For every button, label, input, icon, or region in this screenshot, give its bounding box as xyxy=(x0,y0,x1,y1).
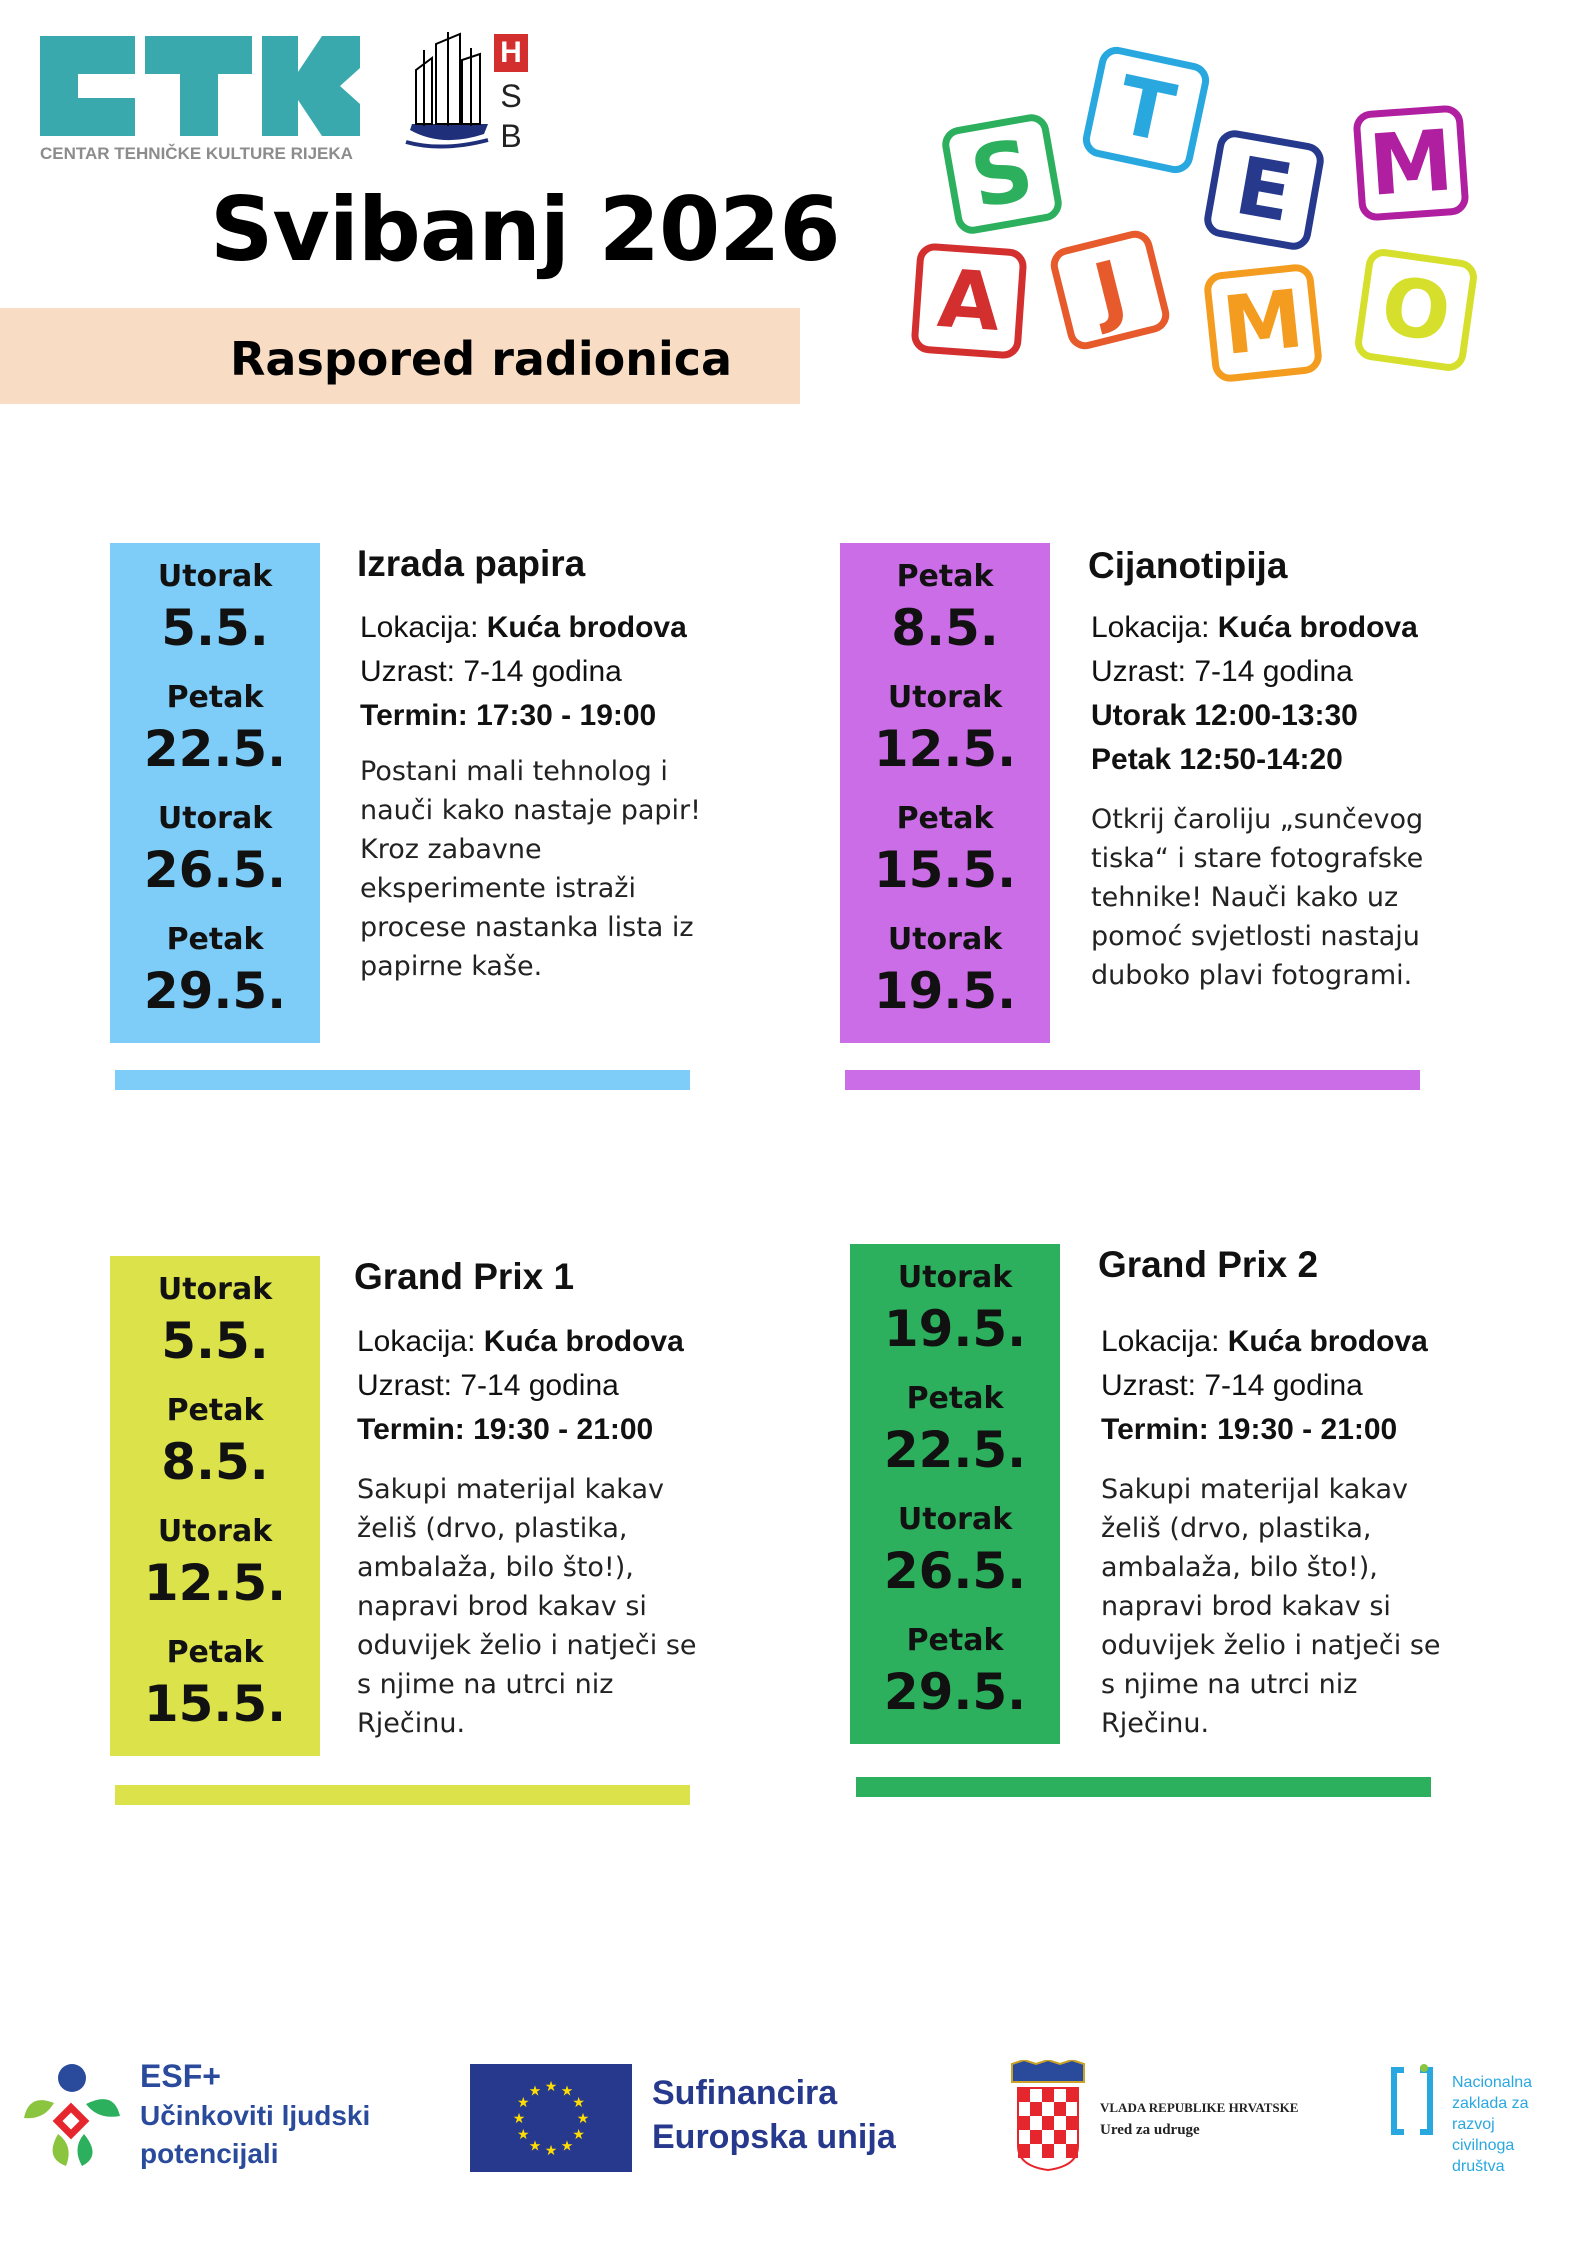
description-line: Rječinu. xyxy=(357,1708,466,1739)
description-line: s njime na utrci niz xyxy=(1101,1669,1358,1700)
checker-square xyxy=(1054,2144,1066,2158)
stem-letter-block xyxy=(1203,263,1324,384)
description-line: Kroz zabavne xyxy=(360,834,542,865)
description-line: Sakupi materijal kakav xyxy=(1101,1474,1408,1505)
checker-square xyxy=(1066,2102,1078,2116)
date-value: 26.5. xyxy=(143,841,287,899)
checker-square xyxy=(1030,2144,1042,2158)
checker-square xyxy=(1054,2088,1066,2102)
description-line: Sakupi materijal kakav xyxy=(357,1474,664,1505)
checker-square xyxy=(1042,2102,1054,2116)
nacionalna-zaklada-bracket-icon xyxy=(1390,2064,1434,2138)
checker-square xyxy=(1018,2102,1030,2116)
eu-line-1: Sufinancira xyxy=(652,2074,838,2112)
date-value: 26.5. xyxy=(883,1542,1027,1600)
hsb-logo xyxy=(402,30,532,162)
page-subtitle: Raspored radionica xyxy=(230,332,733,386)
date-value: 12.5. xyxy=(873,720,1017,778)
date-value: 19.5. xyxy=(883,1300,1027,1358)
subtitle-band xyxy=(0,308,800,404)
workshop-info xyxy=(357,1320,684,1452)
checker-square xyxy=(1054,2116,1066,2130)
stem-letter: M xyxy=(1218,272,1308,373)
checker-square xyxy=(1018,2116,1030,2130)
workshop-info xyxy=(360,606,687,738)
description-line: papirne kaše. xyxy=(360,951,543,982)
eu-star-icon: ★ xyxy=(544,2078,558,2094)
eu-star-icon: ★ xyxy=(517,2126,530,2142)
hsb-letter-h: H xyxy=(500,36,522,69)
eu-flag-icon xyxy=(470,2064,632,2172)
nz-line: civilnoga xyxy=(1452,2137,1515,2154)
date-day: Utorak xyxy=(157,801,273,836)
date-day: Utorak xyxy=(157,559,273,594)
eu-star-icon: ★ xyxy=(576,2110,590,2126)
checker-square xyxy=(1054,2130,1066,2144)
eu-star-icon: ★ xyxy=(528,2082,542,2099)
term-line: Termin: 19:30 - 21:00 xyxy=(1101,1413,1398,1446)
eu-line-2: Europska unija xyxy=(652,2118,896,2156)
color-divider-bar xyxy=(845,1070,1420,1090)
checker-square xyxy=(1066,2116,1078,2130)
date-day: Utorak xyxy=(897,1260,1013,1295)
checker-square xyxy=(1018,2130,1030,2144)
location-value: Kuća brodova xyxy=(483,1325,684,1358)
description-line: oduvijek želio i natječi se xyxy=(1101,1630,1441,1661)
description-line: pomoć svjetlosti nastaju xyxy=(1091,921,1420,952)
checker-square xyxy=(1066,2088,1078,2102)
location-value: Kuća brodova xyxy=(1227,1325,1428,1358)
eu-star-icon: ★ xyxy=(512,2110,526,2126)
workshop-title: Grand Prix 1 xyxy=(354,1256,575,1297)
location-line xyxy=(360,606,687,650)
stem-letter-block xyxy=(939,111,1064,236)
checker-square xyxy=(1030,2088,1042,2102)
stem-letter-block xyxy=(1047,227,1173,353)
description-line: želiš (drvo, plastika, xyxy=(1101,1513,1372,1544)
stem-letter: E xyxy=(1229,138,1300,241)
eu-star-icon: ★ xyxy=(528,2137,542,2154)
nz-line: zaklada za xyxy=(1452,2095,1529,2112)
description-line: Postani mali tehnolog i xyxy=(360,756,668,787)
checker-square xyxy=(1054,2102,1066,2116)
checker-square xyxy=(1042,2130,1054,2144)
date-value: 5.5. xyxy=(161,599,269,657)
date-day: Petak xyxy=(166,1393,264,1428)
date-value: 8.5. xyxy=(161,1433,269,1491)
date-day: Petak xyxy=(906,1623,1004,1658)
ctk-logo xyxy=(40,36,360,166)
location-label: Lokacija: xyxy=(1091,611,1218,644)
date-day: Petak xyxy=(896,559,994,594)
date-value: 22.5. xyxy=(883,1421,1027,1479)
stemajmo-logo xyxy=(890,20,1500,400)
location-label: Lokacija: xyxy=(357,1325,484,1358)
term-line: Utorak 12:00-13:30 xyxy=(1091,699,1358,732)
term-line: Termin: 17:30 - 19:00 xyxy=(360,699,657,732)
age-line: Uzrast: 7-14 godina xyxy=(1101,1369,1363,1402)
gov-line-2: Ured za udruge xyxy=(1100,2122,1200,2138)
workshop-description xyxy=(1101,1470,1441,1743)
description-line: Otkrij čaroliju „sunčevog xyxy=(1091,804,1424,835)
esf-line-2: potencijali xyxy=(140,2138,279,2169)
checker-square xyxy=(1042,2116,1054,2130)
description-line: s njime na utrci niz xyxy=(357,1669,614,1700)
workshop-title: Izrada papira xyxy=(357,543,586,584)
description-line: procese nastanka lista iz xyxy=(360,912,694,943)
croatian-coat-of-arms-icon xyxy=(1010,2060,1086,2172)
checker-square xyxy=(1042,2144,1054,2158)
date-day: Utorak xyxy=(157,1272,273,1307)
description-line: nauči kako nastaje papir! xyxy=(360,795,701,826)
date-day: Petak xyxy=(166,922,264,957)
date-value: 15.5. xyxy=(143,1675,287,1733)
ctk-letters-logo xyxy=(40,36,360,136)
nz-line: društva xyxy=(1452,2158,1505,2175)
esf-flower-icon xyxy=(24,2058,134,2168)
date-day: Utorak xyxy=(157,1514,273,1549)
checker-square xyxy=(1030,2130,1042,2144)
stem-letter-block xyxy=(1352,104,1469,221)
date-value: 19.5. xyxy=(873,962,1017,1020)
description-line: napravi brod kakav si xyxy=(357,1591,647,1622)
workshop-info xyxy=(1101,1320,1428,1452)
location-label: Lokacija: xyxy=(1101,1325,1228,1358)
description-line: tiska“ i stare fotografske xyxy=(1091,843,1424,874)
checker-square xyxy=(1030,2102,1042,2116)
stem-letter: O xyxy=(1375,258,1457,361)
eu-star-icon: ★ xyxy=(560,2137,574,2154)
color-divider-bar xyxy=(856,1777,1431,1797)
workshop-description xyxy=(1091,800,1423,995)
date-value: 29.5. xyxy=(143,962,287,1020)
workshop-title: Grand Prix 2 xyxy=(1098,1244,1319,1285)
checker-square xyxy=(1030,2116,1042,2130)
checker-square xyxy=(1018,2088,1030,2102)
eu-star-icon: ★ xyxy=(560,2082,574,2099)
description-line: Rječinu. xyxy=(1101,1708,1210,1739)
page-title: Svibanj 2026 xyxy=(210,178,840,281)
stem-letter: T xyxy=(1109,58,1183,161)
workshop-description xyxy=(360,752,701,986)
location-line xyxy=(1101,1320,1428,1364)
esf-line-1: Učinkoviti ljudski xyxy=(140,2100,371,2131)
date-value: 22.5. xyxy=(143,720,287,778)
date-day: Petak xyxy=(166,680,264,715)
date-day: Utorak xyxy=(887,680,1003,715)
date-value: 12.5. xyxy=(143,1554,287,1612)
description-line: tehnike! Nauči kako uz xyxy=(1091,882,1399,913)
ctk-subtitle: CENTAR TEHNIČKE KULTURE RIJEKA xyxy=(40,144,353,163)
gov-line-1: VLADA REPUBLIKE HRVATSKE xyxy=(1100,2100,1299,2115)
eu-star-icon: ★ xyxy=(517,2094,530,2110)
date-day: Utorak xyxy=(897,1502,1013,1537)
date-value: 5.5. xyxy=(161,1312,269,1370)
location-value: Kuća brodova xyxy=(486,611,687,644)
description-line: eksperimente istraži xyxy=(360,873,636,904)
hsb-letter-b: B xyxy=(500,118,522,154)
location-line xyxy=(1091,606,1418,650)
date-day: Petak xyxy=(906,1381,1004,1416)
color-divider-bar xyxy=(115,1785,690,1805)
stem-letter: M xyxy=(1365,111,1457,215)
date-column xyxy=(850,1244,1060,1744)
location-label: Lokacija: xyxy=(360,611,487,644)
nz-line: Nacionalna xyxy=(1452,2074,1533,2091)
workshop-description xyxy=(357,1470,697,1743)
stem-letter-block xyxy=(1080,44,1213,177)
location-value: Kuća brodova xyxy=(1217,611,1418,644)
workshop-title: Cijanotipija xyxy=(1088,545,1288,586)
stem-letter: J xyxy=(1085,242,1135,337)
date-value: 8.5. xyxy=(891,599,999,657)
date-column xyxy=(110,543,320,1043)
hsb-letter-s: S xyxy=(500,78,522,114)
stem-letter: A xyxy=(934,251,1004,350)
date-column xyxy=(110,1256,320,1756)
workshop-info xyxy=(1091,606,1418,782)
date-column xyxy=(840,543,1050,1043)
eu-star-icon: ★ xyxy=(572,2126,585,2142)
description-line: ambalaža, bilo što!), xyxy=(1101,1552,1378,1583)
stem-letter-block xyxy=(1353,247,1479,373)
description-line: želiš (drvo, plastika, xyxy=(357,1513,628,1544)
color-divider-bar xyxy=(115,1070,690,1090)
eu-star-icon: ★ xyxy=(544,2142,558,2158)
esf-title: ESF+ xyxy=(140,2058,221,2094)
date-day: Petak xyxy=(166,1635,264,1670)
stem-letter-block xyxy=(910,242,1027,359)
date-day: Petak xyxy=(896,801,994,836)
date-value: 15.5. xyxy=(873,841,1017,899)
checker-square xyxy=(1042,2088,1054,2102)
date-day: Utorak xyxy=(887,922,1003,957)
description-line: ambalaža, bilo što!), xyxy=(357,1552,634,1583)
description-line: duboko plavi fotogrami. xyxy=(1091,960,1413,991)
nz-line: razvoj xyxy=(1452,2116,1495,2133)
location-line xyxy=(357,1320,684,1364)
checker-square xyxy=(1066,2130,1078,2144)
term-line: Petak 12:50-14:20 xyxy=(1091,743,1343,776)
description-line: oduvijek želio i natječi se xyxy=(357,1630,697,1661)
age-line: Uzrast: 7-14 godina xyxy=(357,1369,619,1402)
age-line: Uzrast: 7-14 godina xyxy=(360,655,622,688)
eu-star-icon: ★ xyxy=(572,2094,585,2110)
age-line: Uzrast: 7-14 godina xyxy=(1091,655,1353,688)
description-line: napravi brod kakav si xyxy=(1101,1591,1391,1622)
nacionalna-zaklada-text xyxy=(1452,2072,1532,2177)
date-value: 29.5. xyxy=(883,1663,1027,1721)
stem-letter-block xyxy=(1201,127,1326,252)
term-line: Termin: 19:30 - 21:00 xyxy=(357,1413,654,1446)
stem-letter: S xyxy=(963,120,1041,228)
